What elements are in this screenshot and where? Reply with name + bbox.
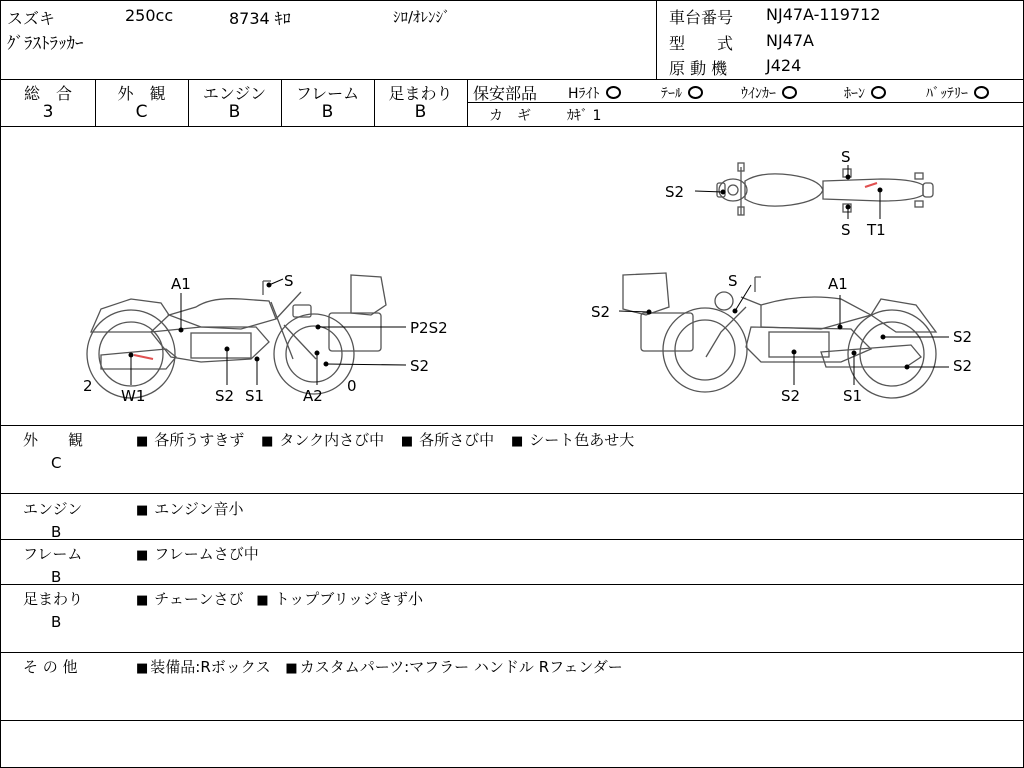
taillight-label: ﾃｰﾙ: [661, 86, 682, 102]
note-grade: C: [51, 454, 62, 472]
left-side-view-bike: [87, 275, 386, 398]
note-exterior: [1, 429, 1023, 493]
bullet-square-icon: ■: [400, 434, 414, 449]
horn-label: ﾎｰﾝ: [844, 86, 865, 102]
ok-circle-icon: [688, 86, 703, 99]
exterior-grade: C: [135, 102, 148, 122]
headlight-label: Hﾗｲﾄ: [568, 86, 600, 102]
header-bottom-line: [1, 79, 1023, 80]
note-text: [136, 588, 423, 609]
note-label: [23, 498, 103, 541]
color: ｼﾛ/ｵﾚﾝｼﾞ: [393, 8, 451, 26]
safety-taillight: [661, 83, 703, 103]
note-grade: B: [51, 568, 62, 586]
note-other: [1, 656, 1023, 716]
note-text: [136, 543, 259, 564]
bullet-square-icon: ■: [256, 593, 269, 608]
ok-circle-icon: [606, 86, 621, 99]
note-label-text: エンジン: [23, 500, 83, 518]
exterior-label: 外 観: [117, 84, 166, 103]
note-item: 各所うすきず: [154, 431, 245, 449]
note-engine: [1, 498, 1023, 541]
ok-circle-icon: [782, 86, 797, 99]
key-label: カ ギ: [489, 108, 531, 124]
diagram-bottom-line: [1, 425, 1023, 426]
model-name: ｸﾞﾗｽﾄﾗｯｶｰ: [7, 34, 84, 54]
safety-horn: [844, 83, 886, 103]
label-left-s1: S1: [245, 387, 265, 405]
key-value: ｶｷﾞ 1: [567, 108, 602, 124]
suspension-grade: B: [414, 102, 427, 122]
engine-value: J424: [766, 56, 802, 75]
engine-grade-label: エンジン: [202, 84, 267, 103]
note-text: [136, 656, 623, 677]
label-right-s1: S1: [843, 387, 863, 405]
type-label: 型 式: [669, 34, 734, 53]
frame-grade: B: [321, 102, 334, 122]
note-item: フレームさび中: [154, 545, 259, 563]
note-item: チェーンさび: [154, 590, 244, 608]
note-frame: [1, 543, 1023, 586]
label-left-s2-right: S2: [410, 357, 430, 375]
label-right-a1: A1: [828, 275, 848, 293]
note-label: [23, 429, 103, 472]
label-left-0: 0: [347, 377, 357, 395]
note-label: [23, 656, 103, 677]
label-right-s2-top: S2: [953, 328, 973, 346]
ok-circle-icon: [974, 86, 989, 99]
bullet-square-icon: ■: [510, 434, 524, 449]
note-item: 各所さび中: [419, 431, 495, 449]
safety-headlight: [568, 83, 621, 103]
bullet-square-icon: ■: [136, 434, 149, 449]
battery-label: ﾊﾞｯﾃﾘｰ: [926, 86, 968, 102]
type-value: NJ47A: [766, 31, 814, 50]
bullet-square-icon: ■: [136, 661, 149, 676]
note-label: [23, 588, 103, 631]
engine-label: 原 動 機: [669, 59, 728, 78]
note-text: [136, 498, 244, 519]
label-top-t1: T1: [867, 221, 886, 239]
label-right-s: S: [728, 272, 738, 290]
note-item: 装備品:Rボックス: [150, 658, 271, 676]
bullet-square-icon: ■: [261, 434, 274, 449]
damage-diagram: [1, 127, 1023, 425]
overall-label: 総 合: [23, 84, 72, 103]
label-left-a1: A1: [171, 275, 191, 293]
overall-grade: 3: [42, 102, 54, 122]
note-text: [136, 429, 634, 450]
header-divider: [656, 1, 657, 79]
label-left-p2s2: P2S2: [410, 319, 448, 337]
label-top-s2: S2: [665, 183, 685, 201]
safety-battery: [926, 83, 989, 103]
note-grade: B: [51, 523, 62, 541]
safety-winker: [741, 83, 797, 103]
mileage: 8734 ｷﾛ: [229, 9, 291, 28]
frame-grade-label: フレーム: [295, 84, 360, 103]
note-divider: [1, 652, 1023, 653]
note-label-text: そ の 他: [23, 658, 78, 676]
note-item: カスタムパーツ:マフラー ハンドル Rフェンダー: [299, 658, 623, 676]
displacement: 250cc: [125, 6, 174, 25]
note-divider: [1, 493, 1023, 494]
label-top-s-lower: S: [841, 221, 851, 239]
label-right-s2-left: S2: [591, 303, 611, 321]
frame-no: NJ47A-119712: [766, 5, 881, 24]
label-top-s-upper: S: [841, 148, 851, 166]
label-left-s: S: [284, 272, 294, 290]
note-item: トップブリッジきず小: [274, 590, 423, 608]
suspension-grade-label: 足まわり: [388, 84, 453, 103]
bullet-square-icon: ■: [285, 661, 298, 676]
label-left-2: 2: [83, 377, 93, 395]
damage-mark-w1: [134, 355, 153, 359]
bullet-square-icon: ■: [136, 593, 149, 608]
bullet-square-icon: ■: [136, 548, 149, 563]
label-left-w1: W1: [121, 387, 146, 405]
winker-label: ｳｲﾝｶｰ: [741, 86, 776, 102]
label-left-s2: S2: [215, 387, 235, 405]
note-label-text: 外 観: [23, 431, 84, 449]
frame-no-label: 車台番号: [669, 8, 734, 27]
note-item: タンク内さび中: [279, 431, 385, 449]
damage-mark-t1: [865, 183, 877, 187]
right-side-view-bike: [623, 273, 936, 398]
note-divider: [1, 539, 1023, 540]
note-divider: [1, 584, 1023, 585]
note-grade: B: [51, 613, 62, 631]
bullet-square-icon: ■: [136, 503, 149, 518]
note-item: シート色あせ大: [529, 431, 635, 449]
note-label: [23, 543, 103, 586]
label-right-s2-mid: S2: [953, 357, 973, 375]
maker: スズキ: [7, 9, 56, 28]
safety-label: 保安部品: [473, 84, 538, 103]
note-suspension: [1, 588, 1023, 648]
ok-circle-icon: [871, 86, 886, 99]
engine-grade: B: [228, 102, 241, 122]
top-view-bike: [717, 163, 933, 215]
note-item: エンジン音小: [154, 500, 244, 518]
note-divider: [1, 720, 1023, 721]
note-label-text: フレーム: [23, 545, 83, 563]
label-right-s2-bottom: S2: [781, 387, 801, 405]
note-label-text: 足まわり: [23, 590, 84, 608]
label-left-a2: A2: [303, 387, 323, 405]
